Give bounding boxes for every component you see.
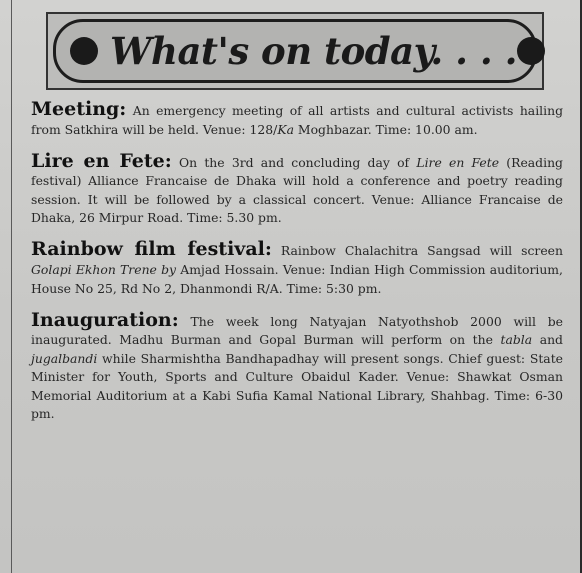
header-banner-frame (53, 19, 537, 83)
column-rule-left (11, 0, 12, 573)
listing-text: (Reading festival) Alliance Francaise de Dhaka will hold a conference and poetry reading session. It will be followed by a classical concert. Venue: Alliance Francaise de Dhaka, 26 Mirpur Road. Time: 5.30 pm. (31, 154, 563, 226)
bullet-dot-icon (70, 37, 98, 65)
listing-text-italic: Ka (277, 121, 294, 137)
listing-text: An emergency meeting of all artists and cultural activists hailing from Satkhira will be held. Venue: 128/ (31, 103, 563, 137)
listings (31, 100, 563, 436)
listing-text: Rainbow Chalachitra Sangsad will screen (280, 243, 563, 259)
listing-item (31, 149, 563, 228)
listing-text-italic: Golapi Ekhon Trene by (31, 261, 177, 277)
listing-heading: Lire en Fete: (31, 149, 172, 172)
header-banner (46, 12, 544, 90)
bullet-dot-icon (517, 37, 545, 65)
listing-item (31, 240, 563, 298)
listing-text: On the 3rd and concluding day of (178, 154, 417, 170)
listing-text-italic: jugalbandi (31, 350, 98, 366)
listing-text: Amjad Hossain. Venue: Indian High Commission auditorium, House No 25, Rd No 2, Dhanmondi R/A. Time: 5:30 pm. (31, 261, 563, 296)
listing-item (31, 308, 563, 425)
listing-text-italic: tabla (500, 332, 533, 348)
page-title: What's on today. . . . (110, 29, 518, 73)
listing-heading: Inauguration: (31, 308, 179, 331)
listing-text: while Sharmishtha Bandhapadhay will present songs. Chief guest: State Minister for Youth, Sports and Culture Obaidul Kader. Venue: Shawkat Osman Memorial Auditorium at a Kabi Sufia Kamal National Library, Shahbag. Time: 6-30 pm. (31, 350, 563, 422)
listing-text: and (532, 332, 563, 348)
listing-text: Moghbazar. Time: 10.00 am. (293, 121, 478, 137)
listing-heading: Meeting: (31, 98, 127, 120)
listing-heading: Rainbow film festival: (31, 238, 272, 261)
listing-item (31, 100, 563, 139)
listing-text-italic: Lire en Fete (416, 154, 500, 170)
listing-text: The week long Natyajan Natyothshob 2000 will be inaugurated. Madhu Burman and Gopal Burman will perform on the (31, 313, 563, 348)
